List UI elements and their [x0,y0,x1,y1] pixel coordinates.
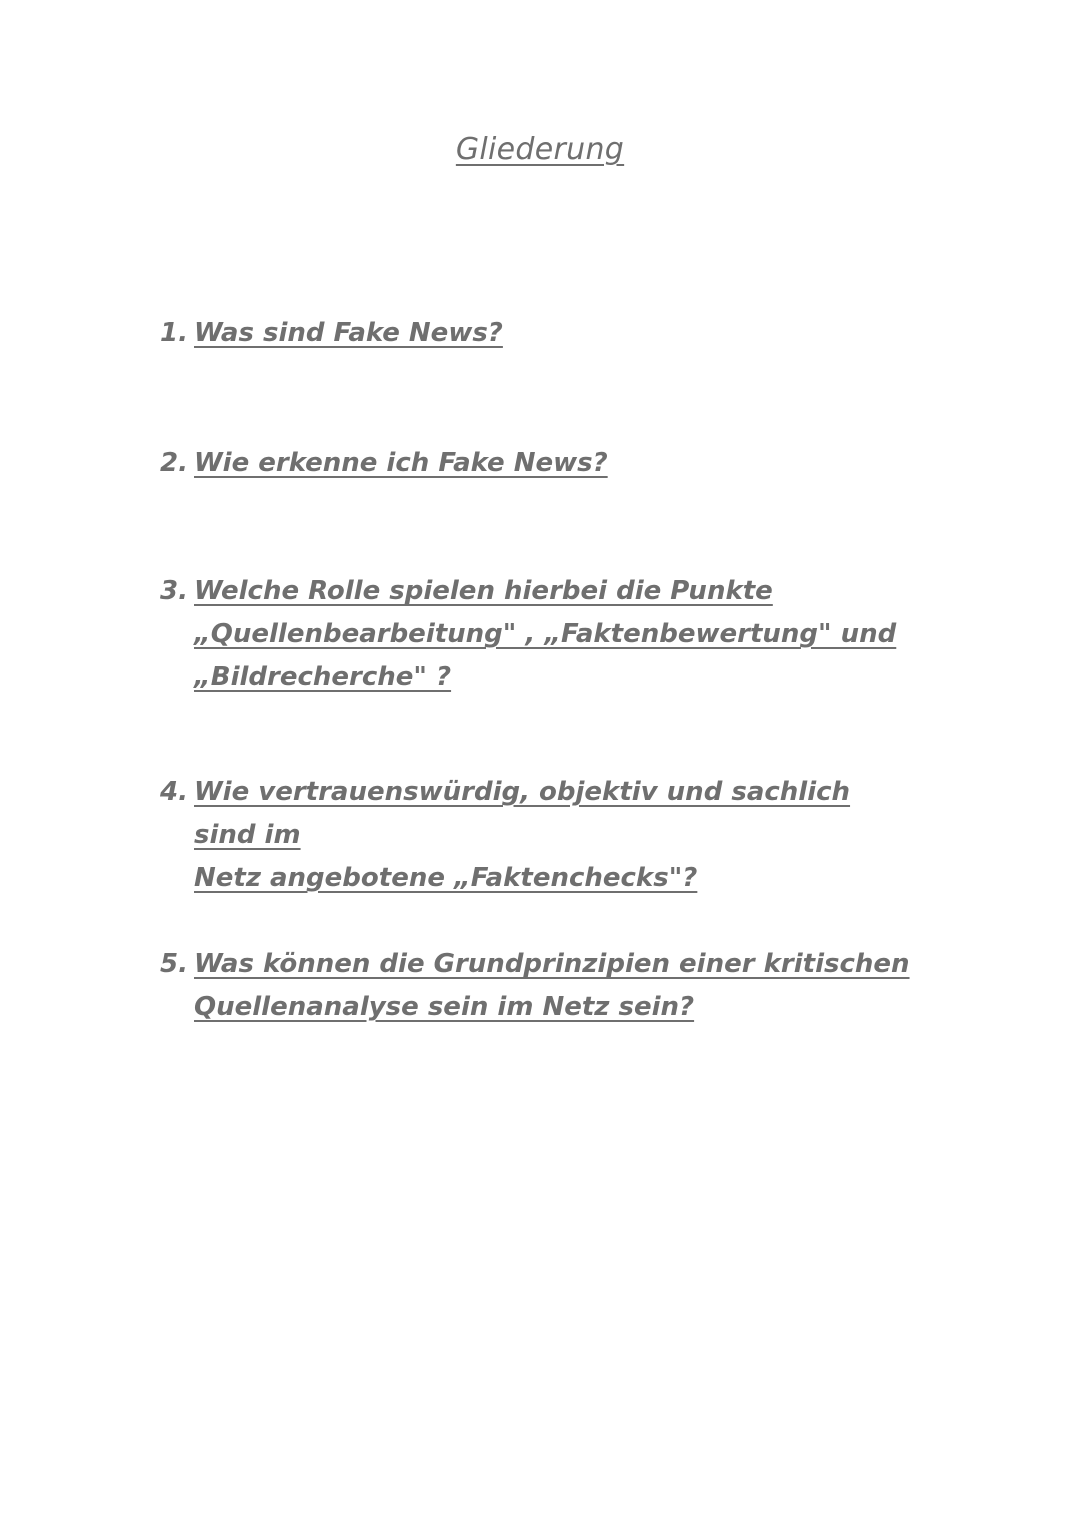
outline-item-1 [160,312,940,355]
item-text: Wie erkenne ich Fake News? [194,448,608,478]
item-text: Welche Rolle spielen hierbei die Punkte „Quellenbearbeitung" , „Faktenbewertung" und „Bildrecherche" ? [194,576,897,692]
outline-item-2 [160,442,940,485]
item-text: Was können die Grundprinzipien einer kritischen Quellenanalyse sein im Netz sein? [194,949,910,1022]
outline-item-3 [160,570,940,699]
item-number: 4. [160,777,188,807]
outline-item-4 [160,771,940,900]
item-text: Was sind Fake News? [194,318,503,348]
page-title: Gliederung [455,132,625,167]
item-number: 5. [160,949,188,979]
item-number: 2. [160,448,188,478]
item-number: 3. [160,576,188,606]
item-number: 1. [160,318,188,348]
item-text: Wie vertrauenswürdig, objektiv und sachlich sind im Netz angebotene „Faktenchecks"? [194,777,851,893]
outline-item-5 [160,943,940,1029]
